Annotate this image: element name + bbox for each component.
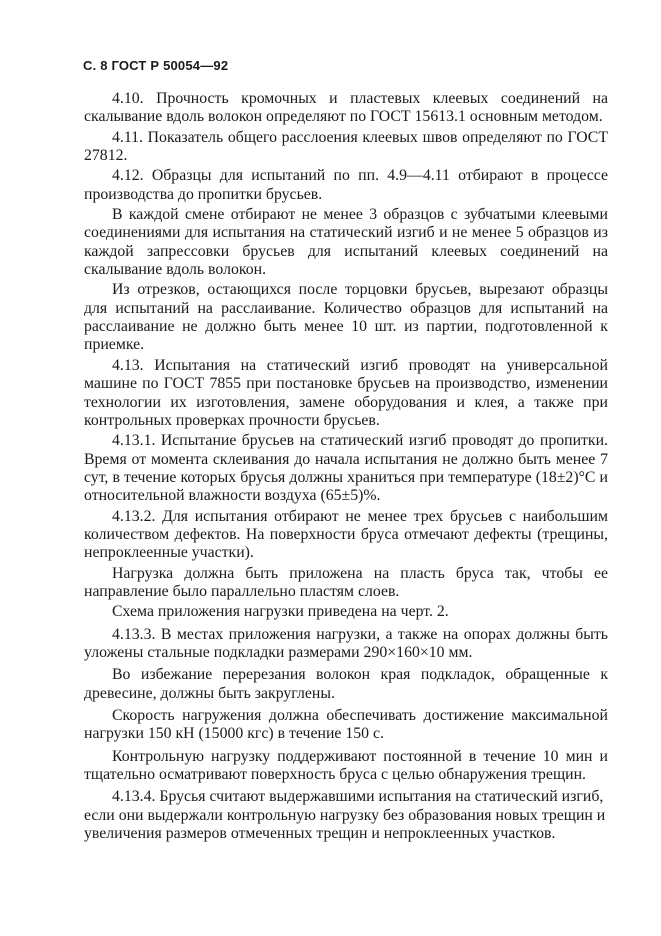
paragraph-load-scheme: Схема приложения нагрузки приведена на черт. 2. [112,603,449,621]
paragraph-4-13: 4.13. Испытания на статический изгиб проводят на универсальной машине по ГОСТ 7855 при постановке брусьев на производство, изменении технологии их изготовления, замене оборудования и клея, а также при контрольных проверках прочности брусьев. [84,356,608,429]
paragraph-4-10: 4.10. Прочность кромочных и пластевых клеевых соединений на скалывание вдоль волокон определяют по ГОСТ 15613.1 основным методом. [84,90,608,126]
paragraph-pad-edges: Во избежание перерезания волокон края подкладок, обращенные к древесине, должны быть закруглены. [84,666,608,702]
paragraph-4-11: 4.11. Показатель общего расслоения клеевых швов определяют по ГОСТ 27812. [84,128,608,165]
body-text [84,90,608,845]
paragraph-control-load: Контрольную нагрузку поддерживают постоянной в течение 10 мин и тщательно осматривают поверхность бруса с целью обнаружения трещин. [84,747,608,784]
paragraph-4-13-4: 4.13.4. Брусья считают выдержавшими испытания на статический изгиб, если они выдержали контрольную нагрузку без образования новых трещин и увеличения размеров отмеченных трещин и непроклеенных участков. [84,788,606,843]
paragraph-sampling-offcuts: Из отрезков, остающихся после торцовки брусьев, вырезают образцы для испытаний на расслаивание. Количество образцов для испытаний на расслаивание не должно быть менее 10 шт. из партии, подготовленной к приемке. [84,281,608,354]
page-header: С. 8 ГОСТ Р 50054—92 [83,58,229,73]
paragraph-4-12: 4.12. Образцы для испытаний по пп. 4.9—4.11 отбирают в процессе производства до пропитки брусьев. [84,167,608,203]
paragraph-4-13-2: 4.13.2. Для испытания отбирают не менее трех брусьев с наибольшим количеством дефектов. На поверхности бруса отмечают дефекты (трещины, непроклеенные участки). [84,507,608,562]
paragraph-4-13-1: 4.13.1. Испытание брусьев на статический изгиб проводят до пропитки. Время от момента склеивания до начала испытания не должно быть менее 7 сут, в течение которых брусья должны храниться при температуре (18±2)°С и относительной влажности воздуха (65±5)%. [84,432,608,505]
paragraph-4-13-3: 4.13.3. В местах приложения нагрузки, а также на опорах должны быть уложены стальные подкладки размерами 290×160×10 мм. [84,625,608,661]
paragraph-sampling-shift: В каждой смене отбирают не менее 3 образцов с зубчатыми клеевыми соединениями для испытания на статический изгиб и не менее 5 образцов из каждой запрессовки брусьев для испытаний клеевых соединений на скалывание вдоль волокон. [84,206,608,279]
paragraph-loading-rate: Скорость нагружения должна обеспечивать достижение максимальной нагрузки 150 кН (15000 кгс) в течение 150 с. [84,707,608,743]
paragraph-load-direction: Нагрузка должна быть приложена на пласть бруса так, чтобы ее направление было параллельно пластям слоев. [84,564,608,600]
